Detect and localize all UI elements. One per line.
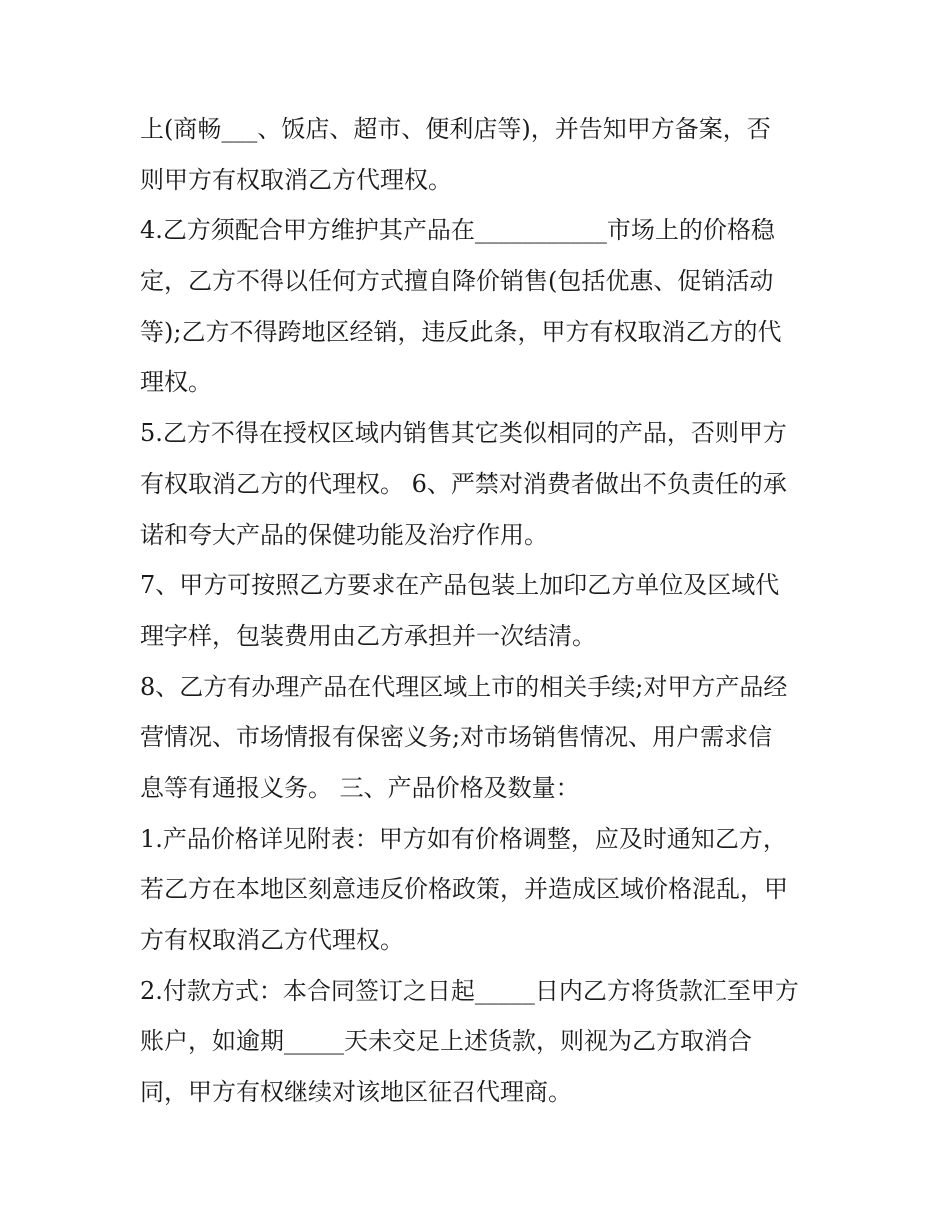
- text-line: 方有权取消乙方代理权。: [140, 926, 404, 954]
- text-line: 上(商畅___、饭店、超市、便利店等)，并告知甲方备案，否: [140, 115, 771, 143]
- text-line: 理字样，包装费用由乙方承担并一次结清。: [140, 621, 596, 650]
- text-line: 诺和夸大产品的保健功能及治疗作用。: [140, 520, 548, 549]
- text-line: 7、甲方可按照乙方要求在产品包装上加印乙方单位及区域代: [140, 571, 780, 600]
- text-line: 有权取消乙方的代理权。 6、严禁对消费者做出不负责任的承: [140, 469, 787, 498]
- text-line: 4.乙方须配合甲方维护其产品在___________市场上的价格稳: [140, 216, 775, 245]
- text-line: 1.产品价格详见附表：甲方如有价格调整，应及时通知乙方，: [140, 824, 787, 853]
- text-line: 等);乙方不得跨地区经销，违反此条，甲方有权取消乙方的代: [140, 317, 782, 346]
- text-line: 则甲方有权取消乙方代理权。: [140, 165, 452, 194]
- text-line: 同，甲方有权继续对该地区征召代理商。: [140, 1078, 572, 1107]
- text-line: 息等有通报义务。 三、产品价格及数量：: [140, 773, 580, 802]
- text-line: 营情况、市场情报有保密义务;对市场销售情况、用户需求信: [140, 723, 773, 752]
- text-line: 5.乙方不得在授权区域内销售其它类似相同的产品，否则甲方: [140, 419, 787, 448]
- text-line: 8、乙方有办理产品在代理区域上市的相关手续;对甲方产品经: [140, 672, 788, 701]
- text-line: 理权。: [140, 368, 212, 397]
- text-line: 定，乙方不得以任何方式擅自降价销售(包括优惠、促销活动: [140, 267, 774, 296]
- contract-text-body: [140, 104, 830, 1118]
- text-line: 若乙方在本地区刻意违反价格政策，并造成区域价格混乱，甲: [140, 875, 788, 904]
- text-line: 2.付款方式：本合同签订之日起_____日内乙方将货款汇至甲方: [140, 976, 799, 1005]
- text-line: 账户，如逾期_____天未交足上述货款，则视为乙方取消合: [140, 1027, 752, 1056]
